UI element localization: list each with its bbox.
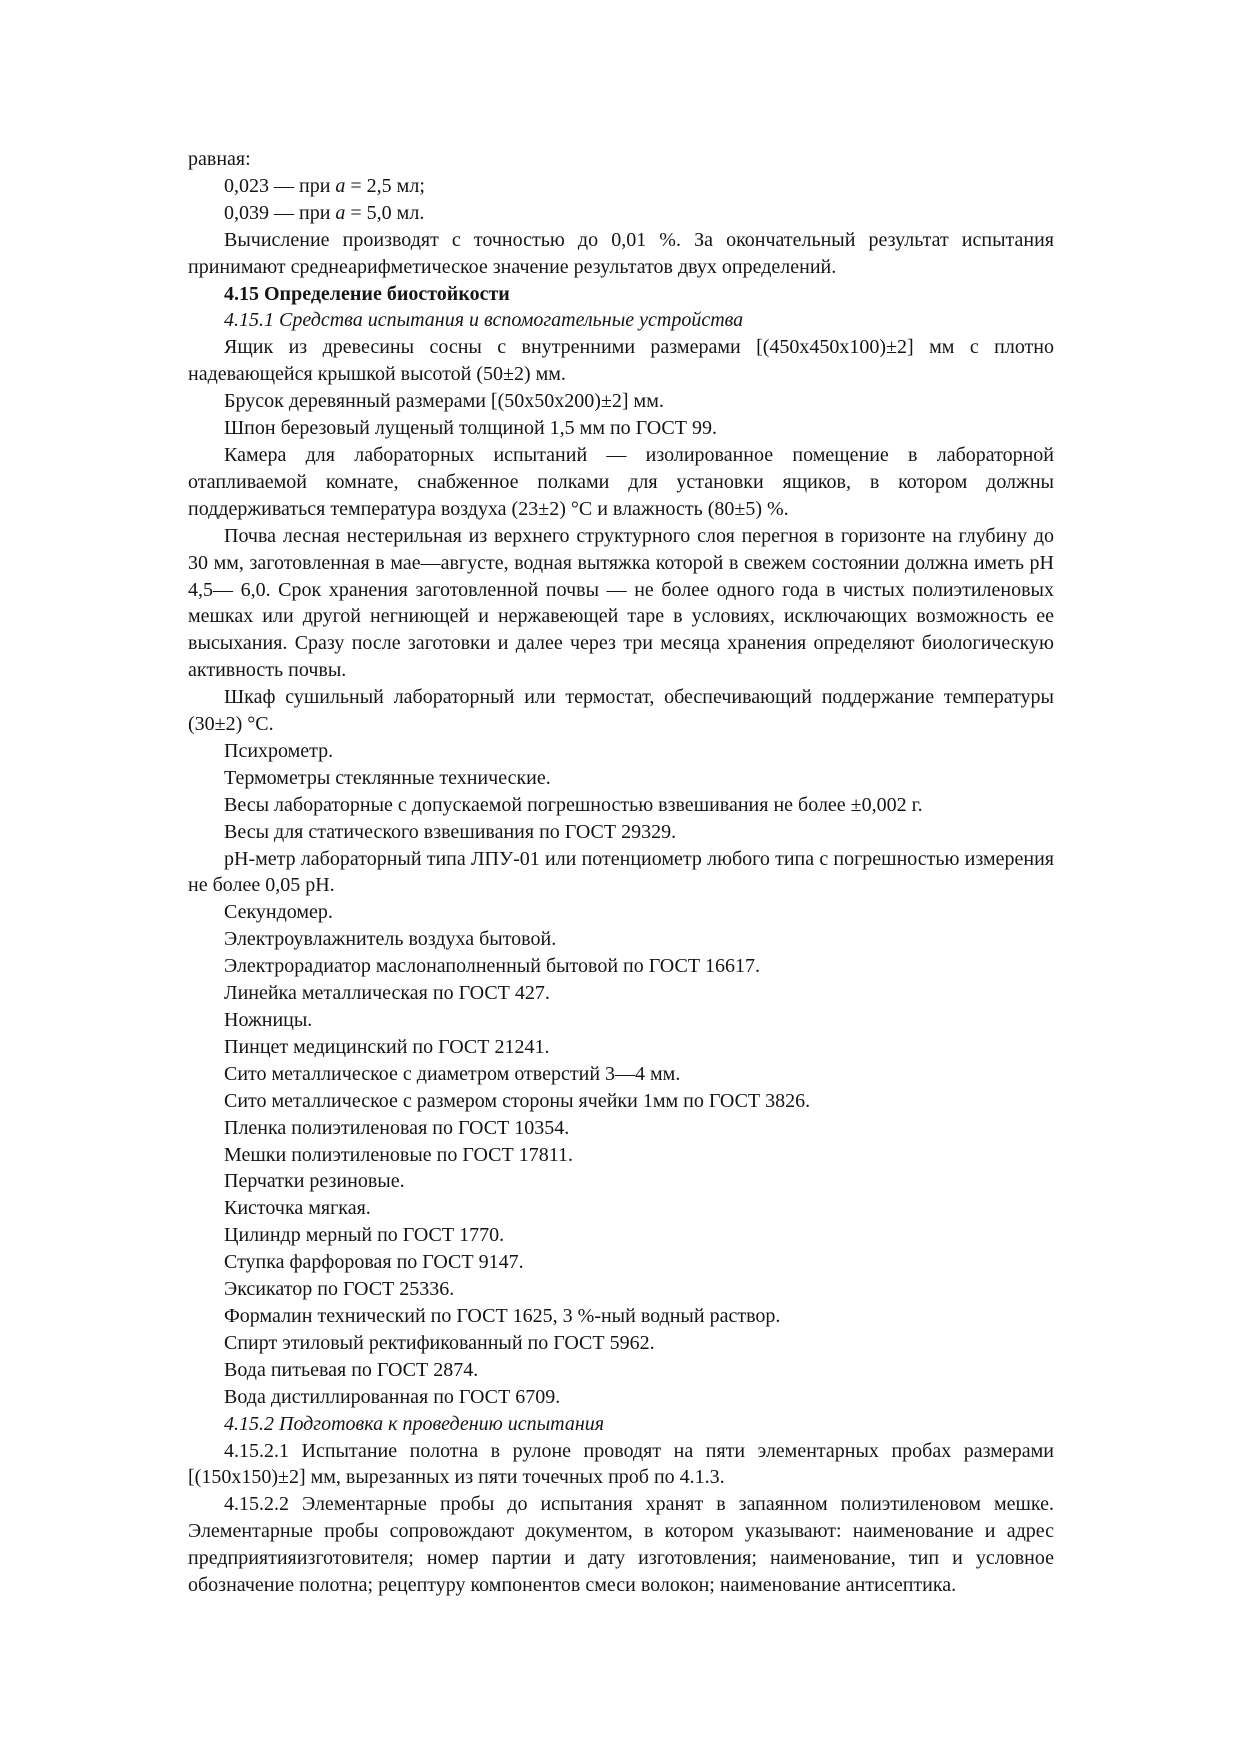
equipment-item: Сито металлическое с диаметром отверстий 3—4 мм. [224, 1062, 681, 1085]
equipment-item: Ступка фарфоровая по ГОСТ 9147. [224, 1251, 524, 1274]
equipment-item: Формалин технический по ГОСТ 1625, 3 %-ный водный раствор. [224, 1304, 781, 1327]
subsection-heading: 4.15.2 Подготовка к проведению испытания [224, 1412, 605, 1435]
formula-rest: = 2,5 мл; [345, 174, 425, 197]
formula-line [188, 200, 1054, 227]
section-heading: 4.15 Определение биостойкости [224, 282, 510, 305]
equipment-item: Термометры стеклянные технические. [224, 766, 551, 789]
equipment-item: Вода питьевая по ГОСТ 2874. [224, 1358, 479, 1381]
subsection-heading: 4.15.1 Средства испытания и вспомогательные устройства [224, 309, 744, 332]
equipment-item: Вода дистиллированная по ГОСТ 6709. [224, 1385, 561, 1408]
equipment-item: Мешки полиэтиленовые по ГОСТ 17811. [224, 1143, 573, 1166]
equipment-item: Секундомер. [224, 901, 333, 924]
equipment-item: Пленка полиэтиленовая по ГОСТ 10354. [224, 1116, 570, 1139]
equipment-item: Почва лесная нестерильная из верхнего структурного слоя перегноя в горизонте на глубину до 30 мм, заготовленная в мае—августе, водная вытяжка которой в свежем состоянии должна иметь pH 4,5— 6,0. Срок хранения заготовленной почвы — не более одного года в чистых полиэтиленовых мешках или другой негниющей и нержавеющей таре в условиях, исключающих возможность ее высыхания. Сразу после заготовки и далее через три месяца хранения определяют биологическую активность почвы. [188, 524, 1054, 682]
equipment-item: Электроувлажнитель воздуха бытовой. [224, 928, 557, 951]
equipment-item: Цилиндр мерный по ГОСТ 1770. [224, 1224, 505, 1247]
formula-rest: = 5,0 мл. [345, 201, 425, 224]
equipment-item: Линейка металлическая по ГОСТ 427. [224, 982, 550, 1005]
formula-value: 0,023 [224, 174, 269, 197]
equipment-item: Сито металлическое с размером стороны ячейки 1мм по ГОСТ 3826. [224, 1089, 811, 1112]
equipment-item: Психрометр. [224, 739, 334, 762]
equipment-item: Электрорадиатор маслонаполненный бытовой по ГОСТ 16617. [224, 955, 761, 978]
document-page [188, 146, 1054, 1599]
equipment-item: pH-метр лабораторный типа ЛПУ-01 или потенциометр любого типа с погрешностью измерения не более 0,05 pH. [188, 847, 1054, 897]
equipment-item: Брусок деревянный размерами [(50x50x200)±2] мм. [224, 390, 664, 413]
formula-variable: a [335, 174, 346, 197]
preparation-paragraph: 4.15.2.2 Элементарные пробы до испытания хранят в запаянном полиэтиленовом мешке. Элементарные пробы сопровождают документом, в котором указывают: наименование и адрес предприятияизготовителя; номер партии и дату изготовления; наименование, тип и условное обозначение полотна; рецептуру компонентов смеси волокон; наименование антисептика. [188, 1493, 1054, 1597]
equipment-item: Спирт этиловый ректификованный по ГОСТ 5962. [224, 1331, 655, 1354]
equipment-item: Весы для статического взвешивания по ГОСТ 29329. [224, 820, 677, 843]
equipment-item: Весы лабораторные с допускаемой погрешностью взвешивания не более ±0,002 г. [224, 793, 923, 816]
formula-variable: a [335, 201, 346, 224]
equipment-item: Шпон березовый лущеный толщиной 1,5 мм по ГОСТ 99. [224, 417, 717, 440]
calculation-note: Вычисление производят с точностью до 0,01 %. За окончательный результат испытания принимают среднеарифметическое значение результатов двух определений. [188, 228, 1054, 278]
preparation-paragraph: 4.15.2.1 Испытание полотна в рулоне проводят на пяти элементарных пробах размерами [(150x150)±2] мм, вырезанных из пяти точечных проб по 4.1.3. [188, 1439, 1054, 1489]
equipment-item: Пинцет медицинский по ГОСТ 21241. [224, 1035, 550, 1058]
equipment-item: Камера для лабораторных испытаний — изолированное помещение в лабораторной отапливаемой комнате, снабженное полками для установки ящиков, в котором должны поддерживаться температура воздуха (23±2) °С и влажность (80±5) %. [188, 443, 1054, 520]
formula-separator: — при [269, 201, 336, 224]
equipment-item: Шкаф сушильный лабораторный или термостат, обеспечивающий поддержание температуры (30±2) °С. [188, 686, 1054, 736]
equipment-item: Ножницы. [224, 1009, 313, 1031]
formula-separator: — при [269, 174, 336, 197]
formula-line [188, 173, 1054, 200]
equipment-item: Кисточка мягкая. [224, 1197, 371, 1220]
equipment-item: Перчатки резиновые. [224, 1170, 405, 1193]
equipment-item: Эксикатор по ГОСТ 25336. [224, 1278, 455, 1301]
continuation-text: равная: [188, 148, 251, 170]
formula-value: 0,039 [224, 201, 269, 224]
equipment-item: Ящик из древесины сосны с внутренними размерами [(450x450x100)±2] мм с плотно надевающейся крышкой высотой (50±2) мм. [188, 336, 1054, 386]
